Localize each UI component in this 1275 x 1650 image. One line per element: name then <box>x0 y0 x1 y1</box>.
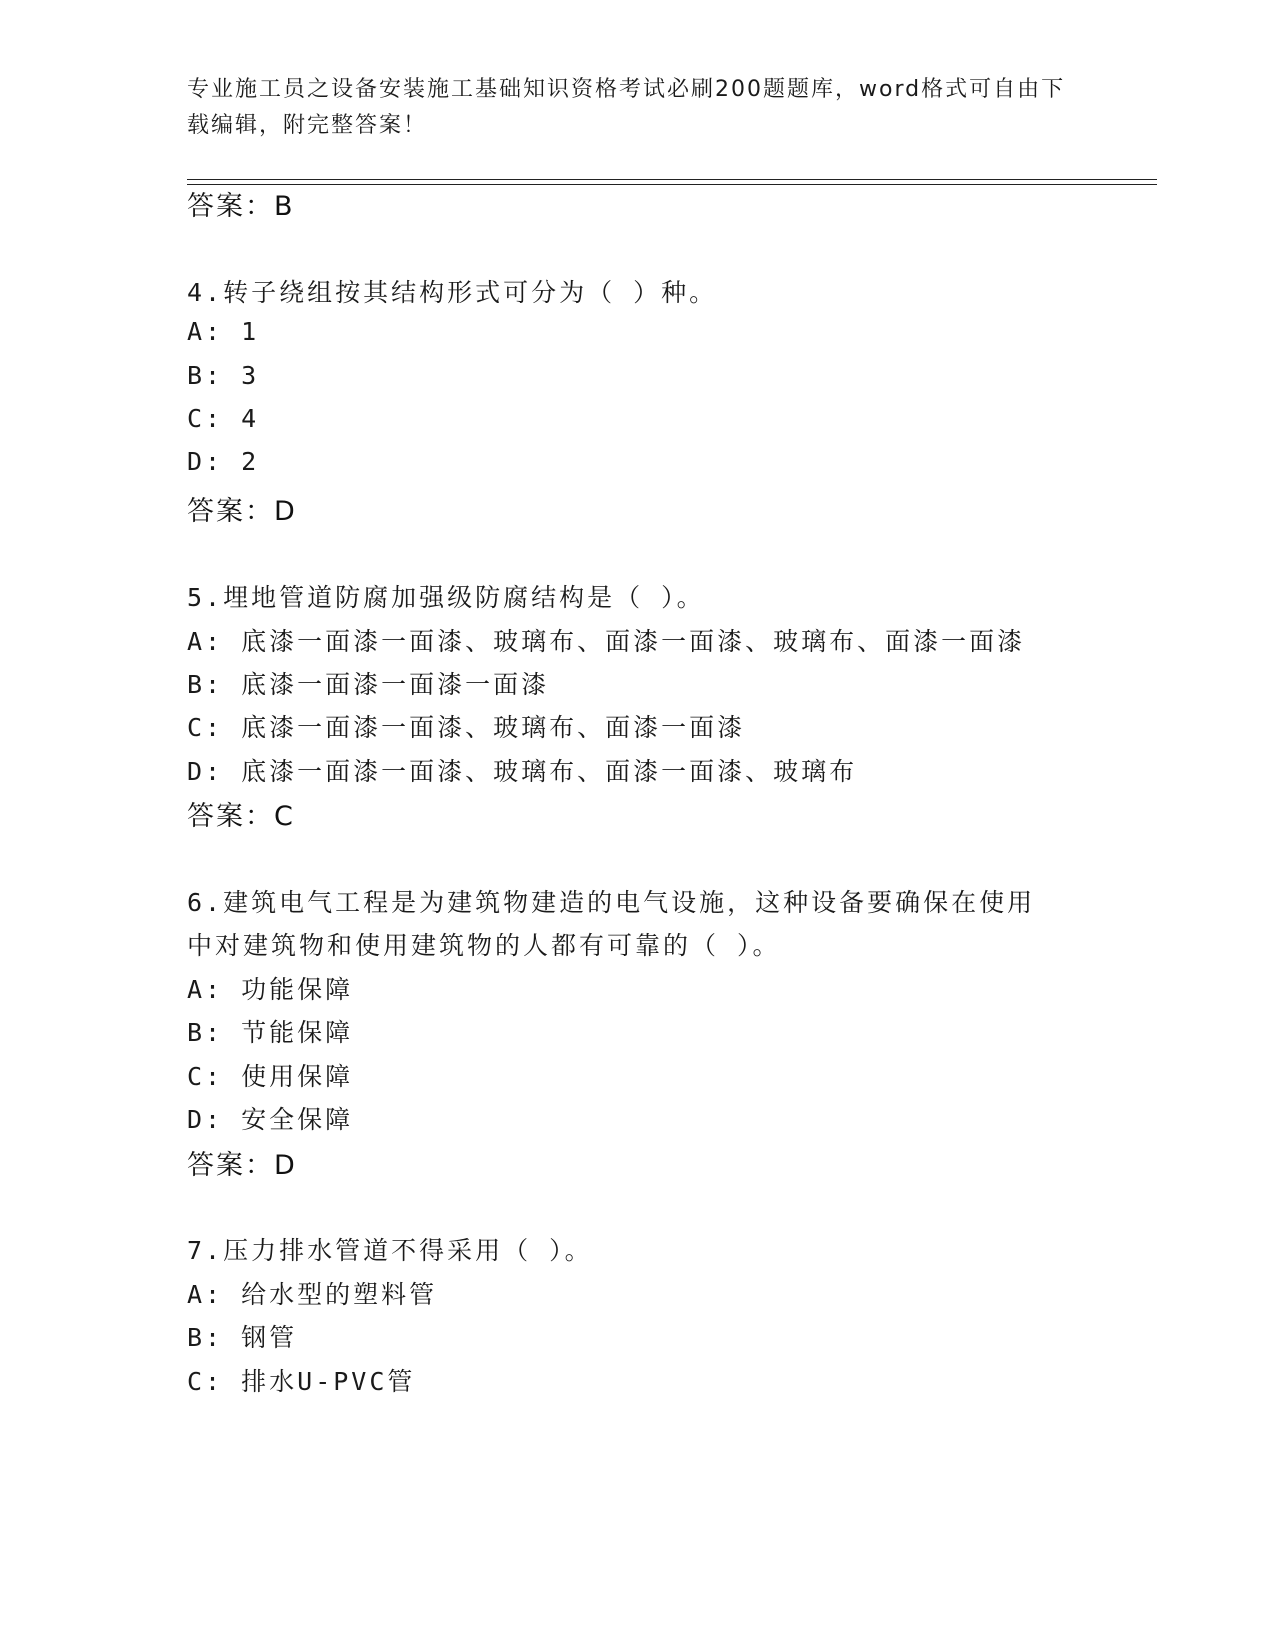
question-4-option-b: B: 3 <box>187 361 260 390</box>
question-4-option-d: D: 2 <box>187 447 260 476</box>
question-6-answer: 答案：D <box>187 1150 297 1181</box>
question-6-option-c: C: 使用保障 <box>187 1062 354 1091</box>
header-divider-top <box>187 179 1157 180</box>
document-header: 专业施工员之设备安装施工基础知识资格考试必刷200题题库，word格式可自由下载编辑，附完整答案！ <box>187 77 1066 138</box>
question-5-answer: 答案：C <box>187 801 295 832</box>
header-divider-bottom <box>187 184 1157 185</box>
question-7-option-a: A: 给水型的塑料管 <box>187 1280 438 1309</box>
question-6-option-b: B: 节能保障 <box>187 1018 354 1047</box>
question-5-option-c: C: 底漆一面漆一面漆、玻璃布、面漆一面漆 <box>187 713 746 742</box>
question-6-option-d: D: 安全保障 <box>187 1105 354 1134</box>
question-5-option-d: D: 底漆一面漆一面漆、玻璃布、面漆一面漆、玻璃布 <box>187 757 858 786</box>
question-7-option-c: C: 排水U-PVC管 <box>187 1367 416 1396</box>
question-4-option-c: C: 4 <box>187 404 260 433</box>
question-5-option-b: B: 底漆一面漆一面漆一面漆 <box>187 670 550 699</box>
question-4-answer: 答案：D <box>187 496 297 527</box>
question-4-stem: 4.转子绕组按其结构形式可分为（ ）种。 <box>187 278 718 307</box>
question-6-stem-line-2: 中对建筑物和使用建筑物的人都有可靠的（ ）。 <box>187 931 781 960</box>
question-7-option-b: B: 钢管 <box>187 1323 298 1352</box>
question-4-option-a: A: 1 <box>187 317 260 346</box>
answer-previous: 答案：B <box>187 191 295 222</box>
question-6-option-a: A: 功能保障 <box>187 975 354 1004</box>
question-7-stem: 7.压力排水管道不得采用（ ）。 <box>187 1236 593 1265</box>
question-5-stem: 5.埋地管道防腐加强级防腐结构是（ ）。 <box>187 583 705 612</box>
question-6-stem-line-1: 6.建筑电气工程是为建筑物建造的电气设施，这种设备要确保在使用 <box>187 888 1036 917</box>
question-5-option-a: A: 底漆一面漆一面漆、玻璃布、面漆一面漆、玻璃布、面漆一面漆 <box>187 627 1026 656</box>
